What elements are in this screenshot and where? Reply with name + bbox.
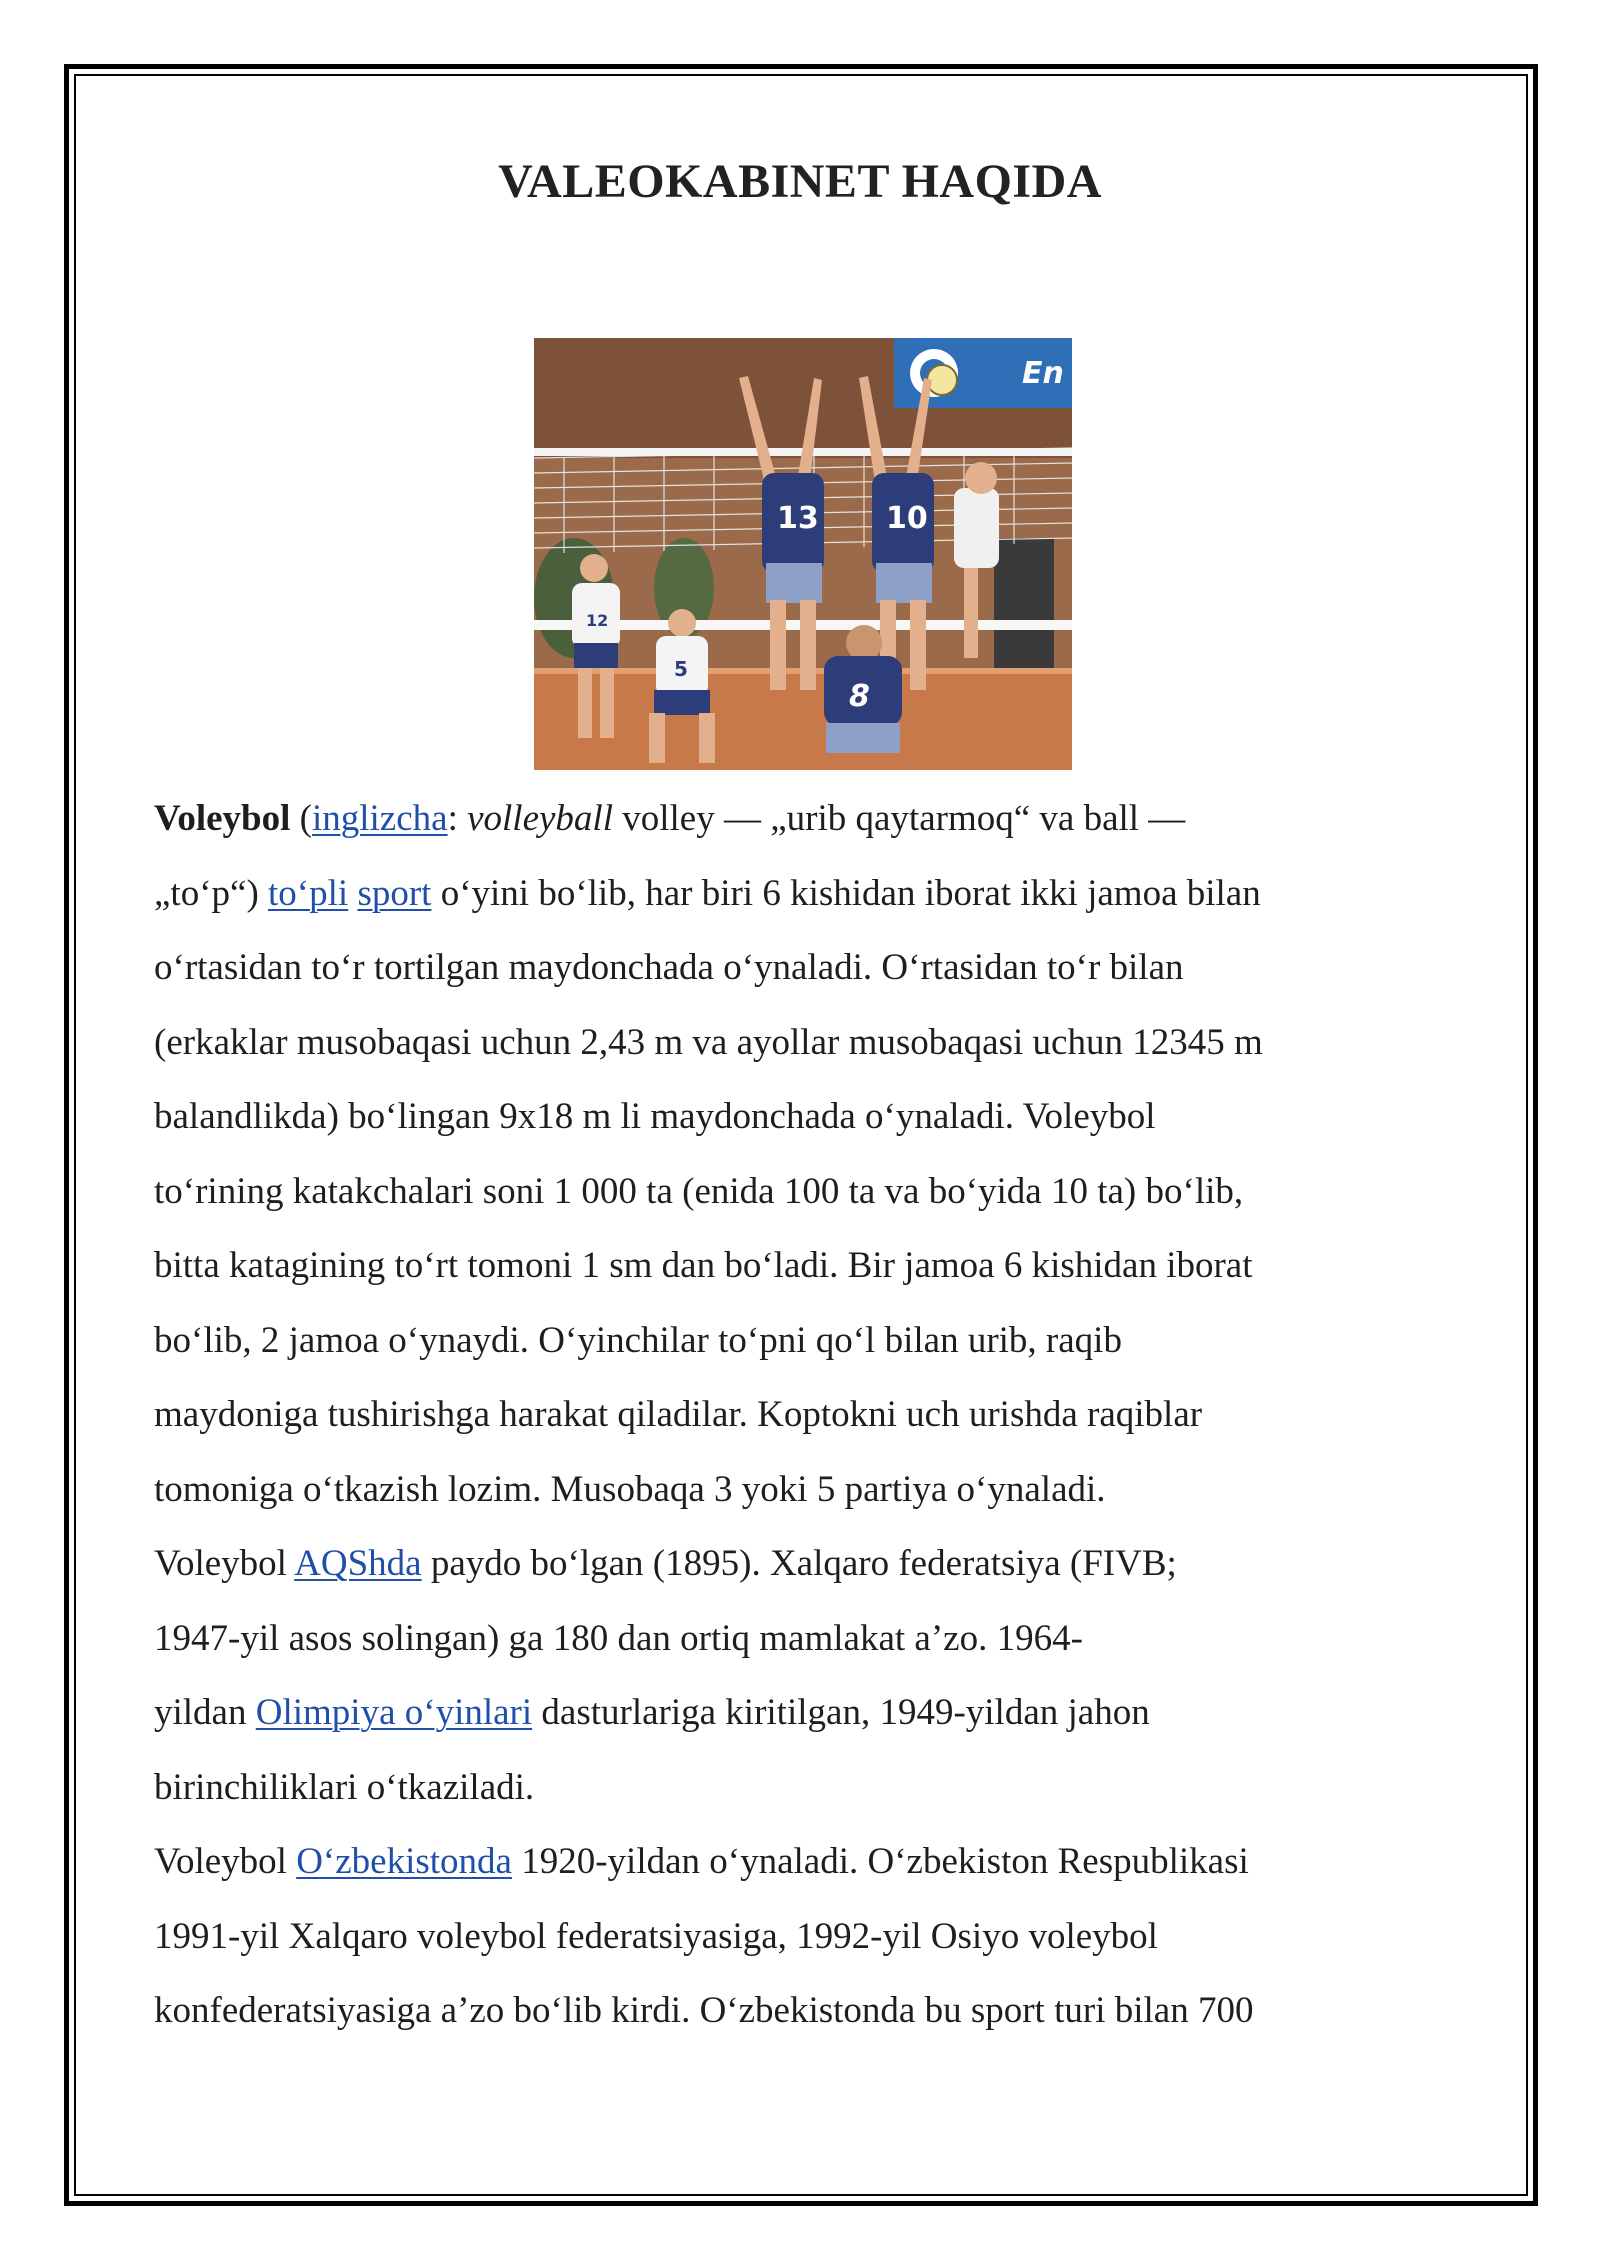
text-line: birinchiliklari o‘tkaziladi. <box>154 1766 535 1808</box>
jersey-12: 12 <box>586 611 609 630</box>
text-line: yildan Olimpiya o‘yinlari dasturlariga kiritilgan, 1949-yildan jahon <box>154 1692 1150 1733</box>
link-sport[interactable]: sport <box>357 872 432 914</box>
link-topli[interactable]: to‘pli <box>268 872 349 914</box>
text-line: maydoniga tushirishga harakat qiladilar. Koptokni uch urishda raqiblar <box>154 1394 1203 1435</box>
text-line: 1947-yil asos solingan) ga 180 dan ortiq mamlakat a’zo. 1964- <box>154 1617 1083 1659</box>
text-line: bitta katagining to‘rt tomoni 1 sm dan bo‘ladi. Bir jamoa 6 kishidan iborat <box>154 1245 1253 1286</box>
text-line: tomoniga o‘tkazish lozim. Musobaqa 3 yoki 5 partiya o‘ynaladi. <box>154 1468 1106 1510</box>
link-inglizcha[interactable]: inglizcha <box>311 798 448 839</box>
jersey-10: 10 <box>886 501 928 536</box>
text-line: „to‘p“) to‘pli sport o‘yini bo‘lib, har biri 6 kishidan iborat ikki jamoa bilan <box>154 872 1261 914</box>
text-line: Voleybol O‘zbekistonda 1920-yildan o‘ynaladi. O‘zbekiston Respublikasi <box>154 1841 1249 1882</box>
banner-text: En <box>1022 356 1064 391</box>
text-line: o‘rtasidan to‘r tortilgan maydonchada o‘ynaladi. O‘rtasidan to‘r bilan <box>154 947 1184 988</box>
page-title: VALEOKABINET HAQIDA <box>498 155 1102 208</box>
text-line: 1991-yil Xalqaro voleybol federatsiyasiga, 1992-yil Osiyo voleybol <box>154 1915 1158 1957</box>
term-voleybol: Voleybol <box>154 798 291 839</box>
text-line: balandlikda) bo‘lingan 9x18 m li maydonchada o‘ynaladi. Voleybol <box>154 1096 1156 1137</box>
jersey-5: 5 <box>674 657 688 681</box>
text-line: to‘rining katakchalari soni 1 000 ta (enida 100 ta va bo‘yida 10 ta) bo‘lib, <box>154 1170 1244 1212</box>
text-line: bo‘lib, 2 jamoa o‘ynaydi. O‘yinchilar to‘pni qo‘l bilan urib, raqib <box>154 1319 1122 1361</box>
jersey-8: 8 <box>849 679 870 714</box>
paragraph-volleyball-intro <box>154 782 1454 1527</box>
jersey-13: 13 <box>777 501 819 536</box>
link-ozbekistonda[interactable]: O‘zbekistonda <box>296 1841 512 1882</box>
article-body <box>154 782 1454 2049</box>
link-aqshda[interactable]: AQShda <box>294 1543 422 1584</box>
volleyball-photo <box>534 338 1072 770</box>
link-olimpiya-oyinlari[interactable]: Olimpiya o‘yinlari <box>255 1692 533 1733</box>
term-volleyball: volleyball <box>467 798 613 839</box>
text-line: (erkaklar musobaqasi uchun 2,43 m va ayollar musobaqasi uchun 12345 m <box>154 1021 1263 1063</box>
paragraph-history <box>154 1527 1454 1825</box>
text-line: konfederatsiyasiga a’zo bo‘lib kirdi. O‘zbekistonda bu sport turi bilan 700 <box>154 1990 1254 2031</box>
text-line: Voleybol (inglizcha: volleyball volley — „urib qaytarmoq“ va ball — <box>154 798 1186 839</box>
paragraph-uzbekistan <box>154 1825 1454 2049</box>
text-line: Voleybol AQShda paydo bo‘lgan (1895). Xalqaro federatsiya (FIVB; <box>154 1543 1177 1584</box>
